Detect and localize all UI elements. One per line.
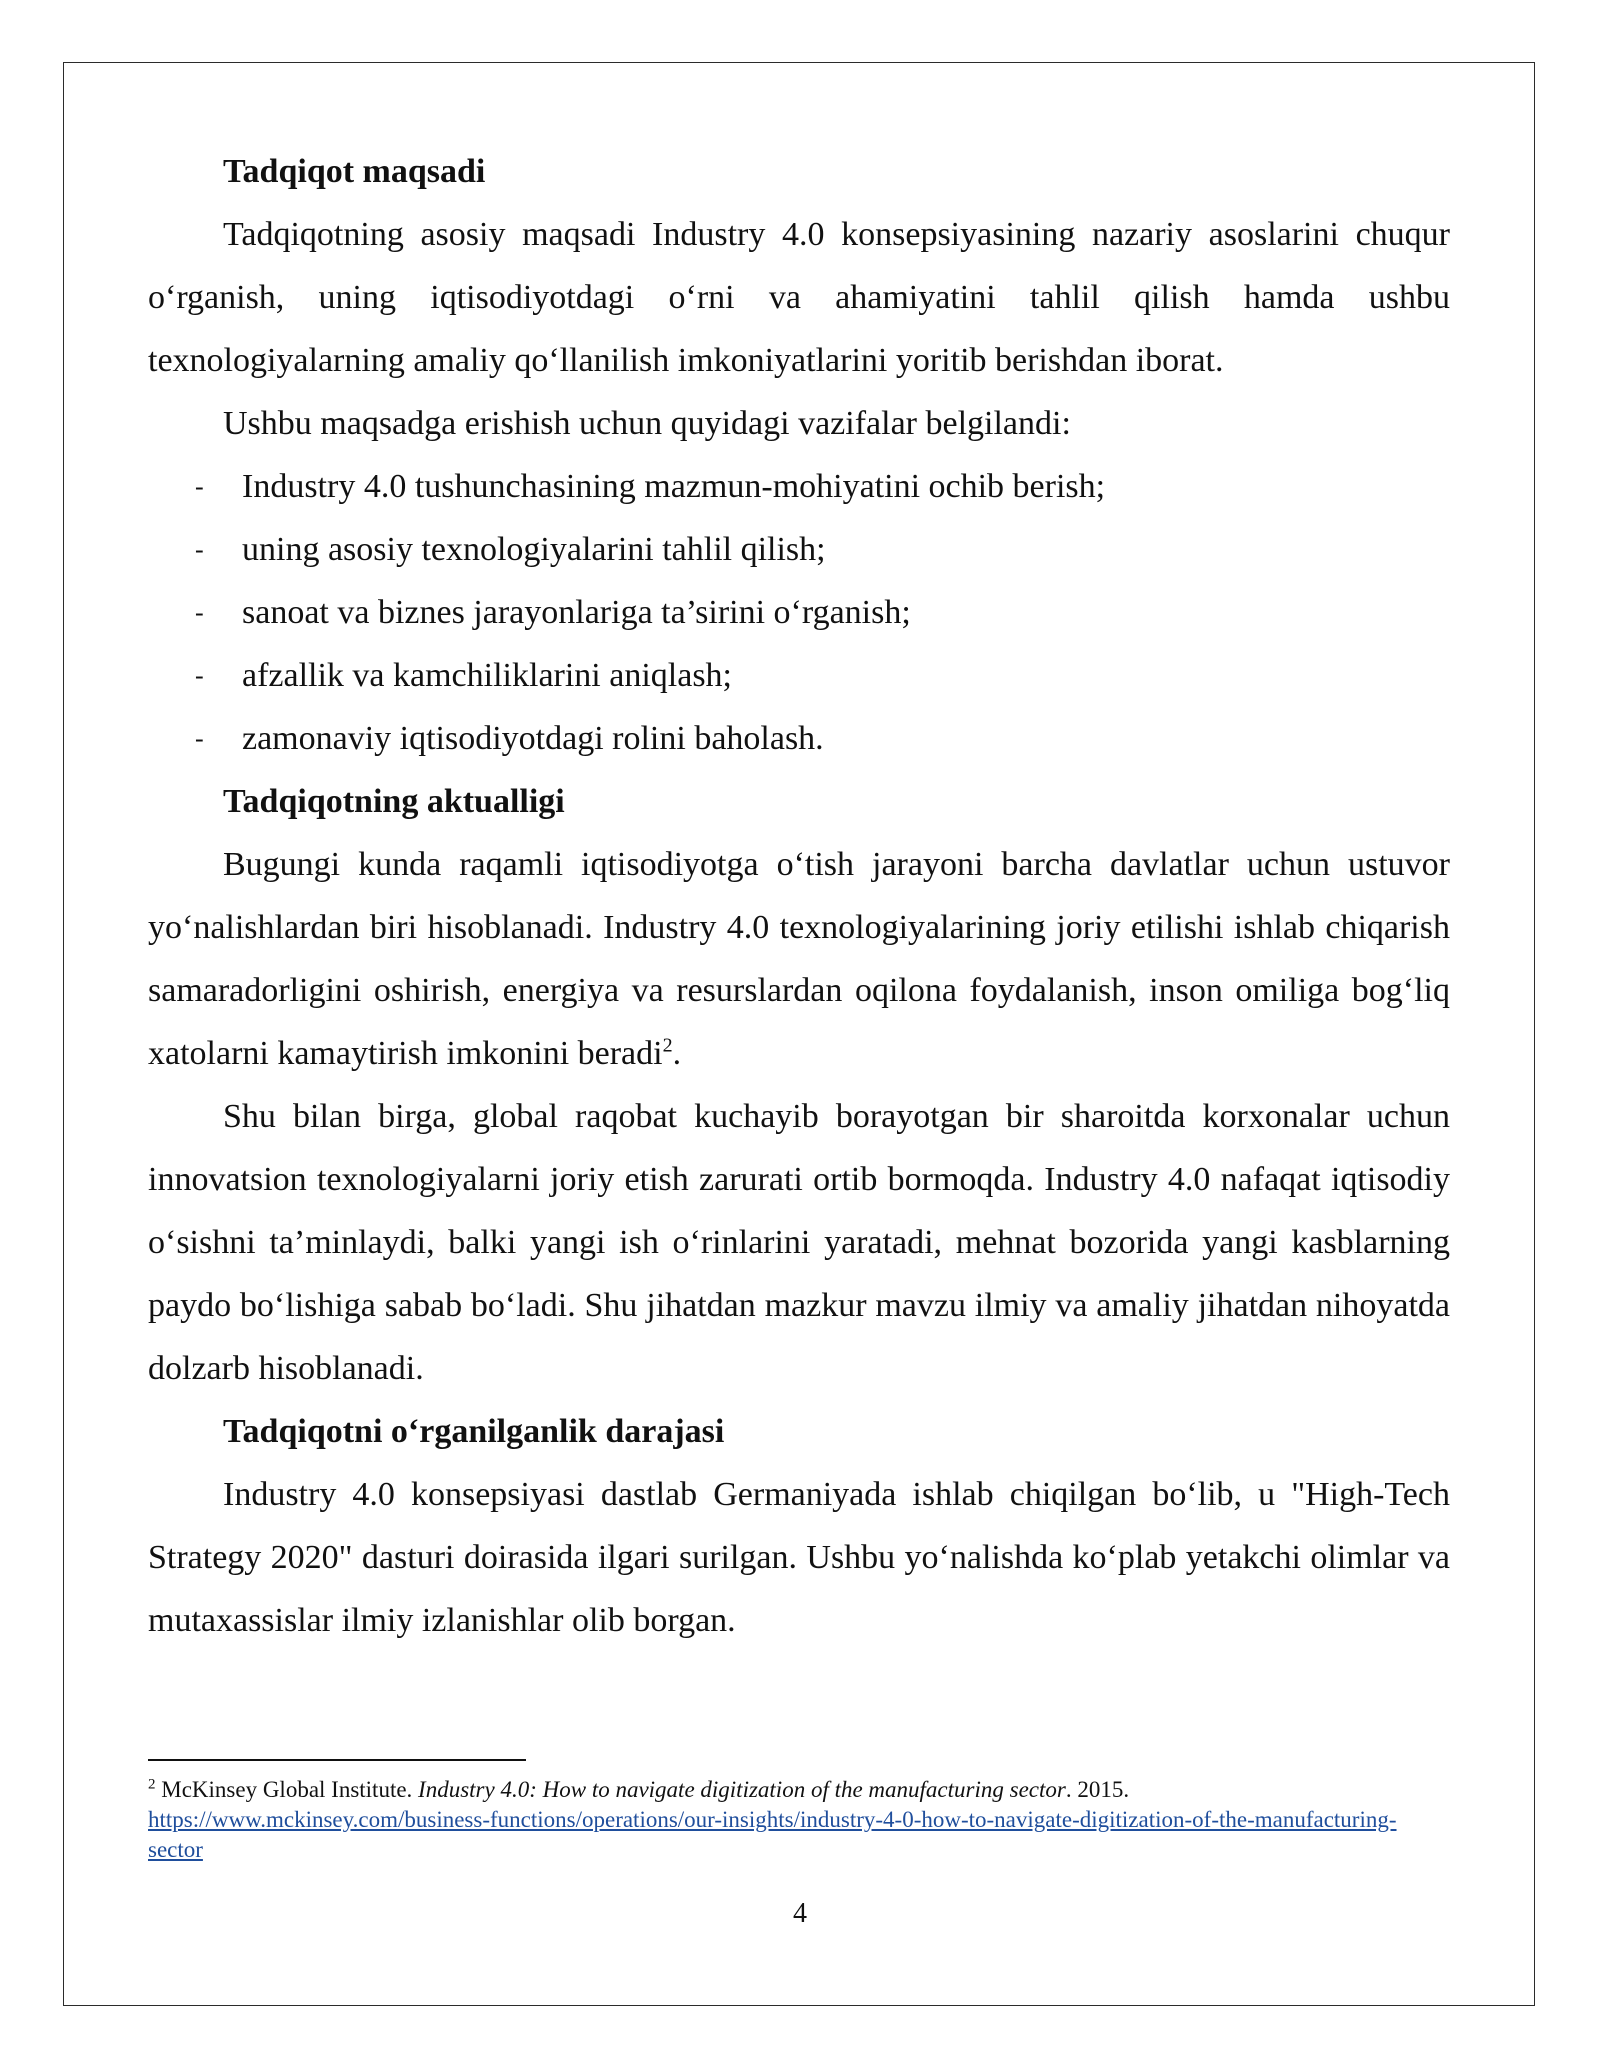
- section-heading-relevance: Tadqiqotning aktualligi: [223, 783, 565, 820]
- study-level-paragraph: Industry 4.0 konsepsiyasi dastlab Germaniyada ishlab chiqilgan bo‘lib, u "High-Tech Strategy 2020" dasturi doirasida ilgari surilgan. Ushbu yo‘nalishda ko‘plab yetakchi olimlar va mutaxassislar ilmiy izlanishlar olib borgan.: [148, 1476, 1450, 1639]
- footnote-reference[interactable]: 2: [662, 1034, 673, 1057]
- list-item: [148, 644, 1450, 707]
- task-text: Industry 4.0 tushunchasining mazmun-mohiyatini ochib berish;: [242, 468, 1106, 505]
- page-number: 4: [793, 1898, 807, 1929]
- relevance-paragraph-1-end: .: [672, 1035, 682, 1072]
- task-text: zamonaviy iqtisodiyotdagi rolini baholash.: [242, 720, 824, 757]
- task-text: sanoat va biznes jarayonlariga ta’sirini o‘rganish;: [242, 594, 911, 631]
- tasks-intro-paragraph: Ushbu maqsadga erishish uchun quyidagi vazifalar belgilandi:: [223, 405, 1071, 442]
- relevance-paragraph-2: Shu bilan birga, global raqobat kuchayib borayotgan bir sharoitda korxonalar uchun innovatsion texnologiyalarni joriy etish zarurati ortib bormoqda. Industry 4.0 nafaqat iqtisodiy o‘sishni ta’minlaydi, balki yangi ish o‘rinlarini yaratadi, mehnat bozorida yangi kasblarning paydo bo‘lishiga sabab bo‘ladi. Shu jihatdan mazkur mavzu ilmiy va amaliy jihatdan nihoyatda dolzarb hisoblanadi.: [148, 1098, 1450, 1387]
- task-text: afzallik va kamchiliklarini aniqlash;: [242, 657, 732, 694]
- relevance-paragraph-1: [148, 833, 1450, 1085]
- bullet-dash: -: [195, 724, 204, 753]
- section-heading-goal: Tadqiqot maqsadi: [223, 153, 486, 190]
- document-body: [148, 140, 1450, 1652]
- footnote-separator: [148, 1759, 526, 1761]
- bullet-dash: -: [195, 472, 204, 501]
- section-heading-study-level: Tadqiqotni o‘rganilganlik darajasi: [223, 1413, 725, 1450]
- footnote-year: . 2015.: [1065, 1777, 1130, 1802]
- list-item: [148, 518, 1450, 581]
- list-item: [148, 455, 1450, 518]
- relevance-paragraph-1-text: Bugungi kunda raqamli iqtisodiyotga o‘tish jarayoni barcha davlatlar uchun ustuvor yo‘nalishlardan biri hisoblanadi. Industry 4.0 texnologiyalarining joriy etilishi ishlab chiqarish samaradorligini oshirish, energiya va resurslardan oqilona foydalanish, inson omiliga bog‘liq xatolarni kamaytirish imkonini beradi: [148, 846, 1450, 1072]
- footnote-number: 2: [148, 1776, 156, 1793]
- footnote-title: Industry 4.0: How to navigate digitization of the manufacturing sector: [418, 1777, 1066, 1802]
- task-text: uning asosiy texnologiyalarini tahlil qilish;: [242, 531, 826, 568]
- goal-paragraph: Tadqiqotning asosiy maqsadi Industry 4.0 konsepsiyasining nazariy asoslarini chuqur o‘rganish, uning iqtisodiyotdagi o‘rni va ahamiyatini tahlil qilish hamda ushbu texnologiyalarning amaliy qo‘llanilish imkoniyatlarini yoritib berishdan iborat.: [148, 216, 1450, 379]
- list-item: [148, 581, 1450, 644]
- footnote-source: McKinsey Global Institute.: [155, 1777, 419, 1802]
- footnote-link[interactable]: https://www.mckinsey.com/business-functions/operations/our-insights/industry-4-0-how-to-navigate-digitization-of-the-manufacturing-sector: [148, 1807, 1397, 1862]
- footnote: [148, 1775, 1448, 1865]
- task-list: [148, 455, 1450, 770]
- list-item: [148, 707, 1450, 770]
- bullet-dash: -: [195, 661, 204, 690]
- bullet-dash: -: [195, 535, 204, 564]
- bullet-dash: -: [195, 598, 204, 627]
